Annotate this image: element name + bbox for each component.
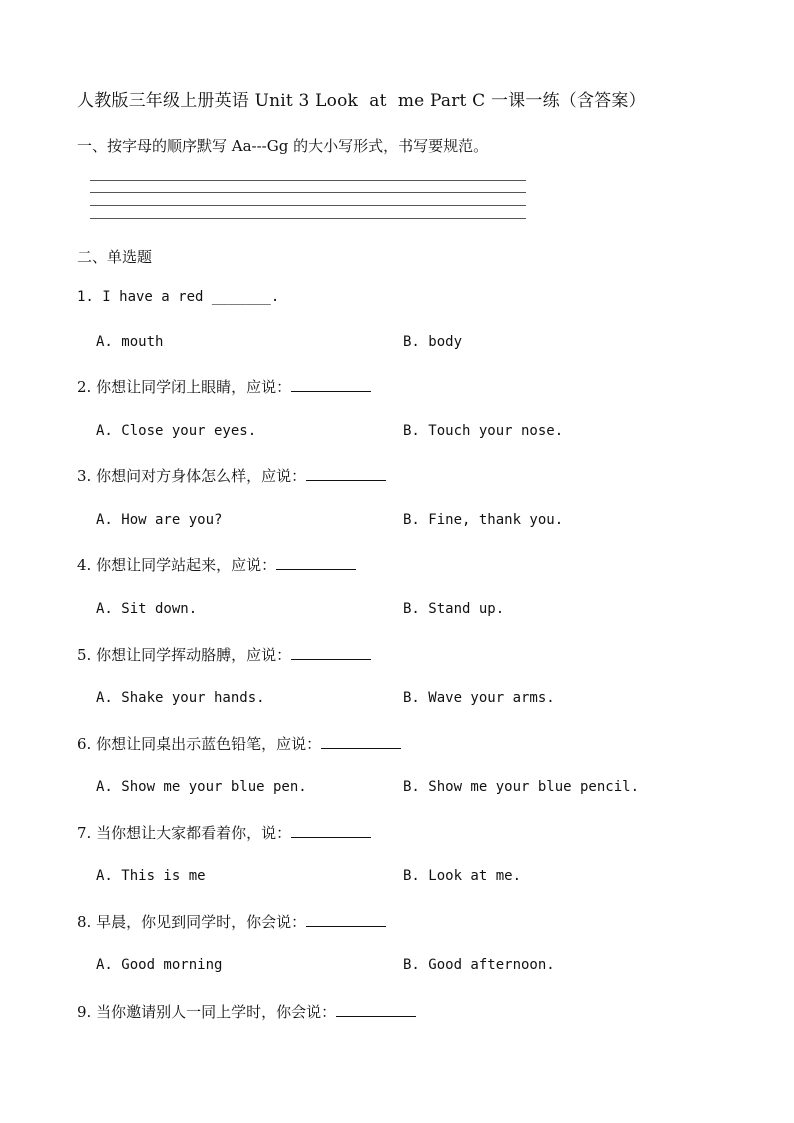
question-1-option-b: B. body bbox=[403, 334, 463, 350]
question-3 bbox=[77, 465, 386, 486]
answer-blank bbox=[336, 1002, 416, 1017]
question-2-option-a: A. Close your eyes. bbox=[96, 423, 257, 439]
question-7 bbox=[77, 822, 371, 843]
section-1-heading: 一、按字母的顺序默写 Aa---Gg 的大小写形式，书写要规范。 bbox=[77, 137, 489, 155]
question-6-text: 6. 你想让同桌出示蓝色铅笔，应说： bbox=[77, 735, 322, 753]
answer-blank bbox=[291, 377, 371, 392]
question-4-option-a: A. Sit down. bbox=[96, 601, 198, 617]
question-2 bbox=[77, 376, 371, 397]
answer-blank bbox=[291, 823, 371, 838]
question-6-option-b: B. Show me your blue pencil. bbox=[403, 779, 640, 795]
question-7-option-b: B. Look at me. bbox=[403, 868, 522, 884]
question-5-option-a: A. Shake your hands. bbox=[96, 690, 265, 706]
question-2-option-b: B. Touch your nose. bbox=[403, 423, 564, 439]
question-3-option-a: A. How are you? bbox=[96, 512, 223, 528]
answer-blank bbox=[306, 466, 386, 481]
answer-blank bbox=[276, 555, 356, 570]
question-4 bbox=[77, 554, 356, 575]
question-5-option-b: B. Wave your arms. bbox=[403, 690, 555, 706]
answer-blank bbox=[306, 912, 386, 927]
question-8-text: 8. 早晨，你见到同学时，你会说： bbox=[77, 913, 307, 931]
section-2-heading: 二、单选题 bbox=[77, 248, 153, 266]
question-3-option-b: B. Fine, thank you. bbox=[403, 512, 564, 528]
question-5-text: 5. 你想让同学挥动胳膊，应说： bbox=[77, 646, 292, 664]
question-5 bbox=[77, 644, 371, 665]
question-3-text: 3. 你想问对方身体怎么样，应说： bbox=[77, 467, 307, 485]
question-7-option-a: A. This is me bbox=[96, 868, 206, 884]
question-6 bbox=[77, 733, 401, 754]
question-8-option-a: A. Good morning bbox=[96, 957, 223, 973]
question-7-text: 7. 当你想让大家都看着你，说： bbox=[77, 824, 292, 842]
question-4-text: 4. 你想让同学站起来，应说： bbox=[77, 556, 277, 574]
question-9-text: 9. 当你邀请别人一同上学时，你会说： bbox=[77, 1003, 337, 1021]
question-2-text: 2. 你想让同学闭上眼睛，应说： bbox=[77, 378, 292, 396]
answer-blank bbox=[291, 645, 371, 660]
handwriting-lines bbox=[90, 178, 526, 222]
question-8 bbox=[77, 911, 386, 932]
question-1-option-a: A. mouth bbox=[96, 334, 164, 350]
answer-blank bbox=[321, 734, 401, 749]
question-8-option-b: B. Good afternoon. bbox=[403, 957, 555, 973]
question-6-option-a: A. Show me your blue pen. bbox=[96, 779, 307, 795]
question-4-option-b: B. Stand up. bbox=[403, 601, 505, 617]
document-title: 人教版三年级上册英语 Unit 3 Look at me Part C 一课一练（含答案） bbox=[77, 91, 646, 111]
question-9 bbox=[77, 1001, 416, 1022]
question-1: 1. I have a red _______. bbox=[77, 289, 280, 305]
